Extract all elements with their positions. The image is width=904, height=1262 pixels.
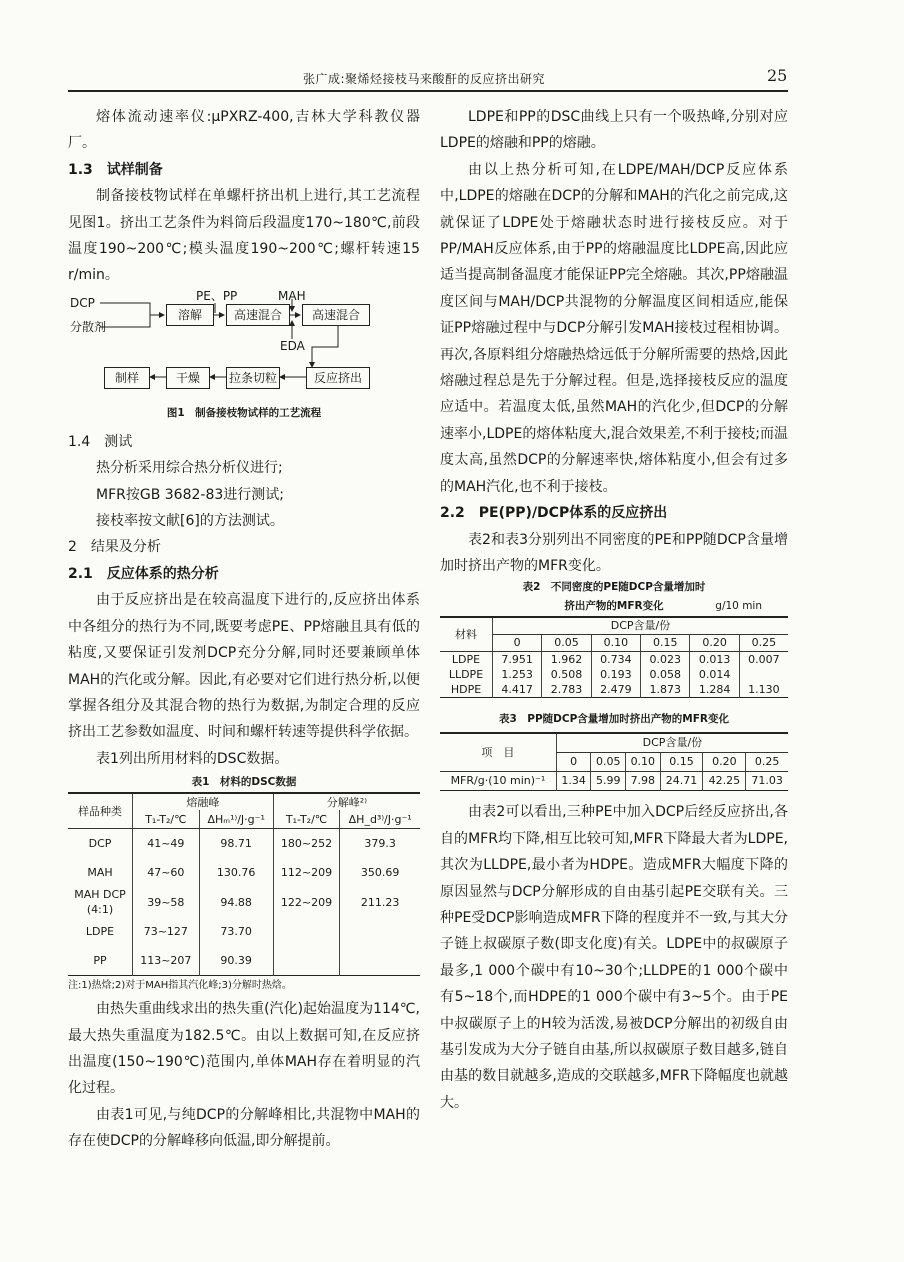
table-1-sub-t-decomp: T₁-T₂/℃: [273, 810, 340, 829]
table-cell: 7.951: [492, 652, 541, 668]
input-pe-pp: PE、PP: [196, 288, 238, 303]
table-cell: 5.99: [591, 772, 626, 791]
table-cell: 0.007: [739, 652, 788, 668]
table-cell: [739, 667, 788, 682]
table-cell: 24.71: [660, 772, 703, 791]
table-row: [440, 667, 788, 682]
table-3-col-head: 0: [556, 753, 591, 772]
table-cell: 47~60: [133, 858, 200, 887]
table-cell: 0.023: [641, 652, 690, 668]
heading-1-4: 1.4 测试: [68, 433, 133, 450]
table-cell: 1.130: [739, 682, 788, 698]
left-column: [68, 104, 420, 1155]
table-2-col-head: 0.05: [542, 635, 591, 652]
heading-2: 2 结果及分析: [68, 539, 161, 556]
table-cell: 350.69: [360, 866, 400, 880]
input-dispersant: 分散剂: [70, 319, 107, 334]
paragraph-test-thermal: 热分析采用综合热分析仪进行;: [96, 460, 283, 477]
table-1-sub-h-decomp: ΔH_d³⁾/J·g⁻¹: [340, 810, 420, 829]
table-cell: 2.783: [542, 682, 591, 698]
paragraph-mfr-discussion: 由表2可以看出,三种PE中加入DCP后经反应挤出,各自的MFR均下降,相互比较可知,MFR下降最大者为LDPE,其次为LLDPE,最小者为HDPE。造成MFR大幅度下降的原因显然与DCP分解形成的自由基引起PE交联有关。三种PE受DCP影响造成MFR下降的程度并不一致,与其大分子链上叔碳原子数(即支化度)有关。LDPE中的叔碳原子最多,1 000个碳中有10~30个;LLDPE的1 000个碳中有5~18个,而HDPE的1 000个碳中有3~5个。由于PE中叔碳原子上的H较为活泼,易被DCP分解出的初级自由基引发成为大分子链自由基,所以叔碳原子数目越多,链自由基的数目就越多,造成的交联越多,MFR下降幅度也就越大。: [440, 804, 788, 1111]
table-row: [68, 917, 420, 946]
input-mah: MAH: [278, 288, 306, 303]
table-cell: 39~58: [133, 887, 200, 917]
table-3-caption: 表3 PP随DCP含量增加时挤出产物的MFR变化: [498, 713, 730, 726]
table-2-pe-mfr: [440, 616, 788, 698]
right-column: [440, 104, 788, 1116]
table-cell: 1.962: [542, 652, 591, 668]
paragraph-test-mfr: MFR按GB 3682-83进行测试;: [96, 486, 284, 503]
table-cell: MAH: [68, 858, 133, 887]
box-reactive-extrusion: 反应挤出: [306, 367, 370, 389]
paragraph-dcp-shift: 由表1可见,与纯DCP的分解峰相比,共混物中MAH的存在使DCP的分解峰移向低温,即分解提前。: [68, 1106, 420, 1150]
table-row: [440, 682, 788, 698]
box-high-speed-mix-1: 高速混合: [226, 304, 290, 326]
table-3-col-head: 0.20: [703, 753, 746, 772]
paragraph-instrument: 熔体流动速率仪:μPXRZ-400,吉林大学科教仪器厂。: [68, 109, 420, 152]
running-header: [0, 66, 904, 90]
paragraph-thermal-analysis: 由于反应挤出是在较高温度下进行的,反应挤出体系中各组分的热行为不同,既要考虑PE、PP熔融且具有低的粘度,又要保证引发剂DCP充分分解,同时还要兼顾单体MAH的汽化或分解。因此,有必要对它们进行热分析,以便掌握各组分及其混合物的热行为数据,为制定合理的反应挤出工艺参数如温度、时间和螺杆转速等提供科学依据。: [68, 592, 420, 741]
table-cell: [273, 946, 340, 976]
table-2-caption-row: [440, 596, 788, 616]
table-1-group-decomp: 分解峰²⁾: [326, 795, 367, 809]
table-cell: 0.193: [591, 667, 640, 682]
figure-1-process-flow: [68, 289, 420, 429]
table-cell: 0.734: [591, 652, 640, 668]
table-2-caption-line-1: 表2 不同密度的PE随DCP含量增加时: [522, 581, 706, 594]
table-cell: 379.3: [364, 837, 396, 851]
table-3-col-group: DCP含量/份: [556, 733, 788, 753]
table-row: [68, 858, 420, 887]
table-cell: 122~209: [273, 887, 340, 917]
table-3-col-head: 0.15: [660, 753, 703, 772]
heading-2-1: 2.1 反应体系的热分析: [68, 565, 219, 582]
table-2-caption-line-2: 挤出产物的MFR变化: [564, 600, 664, 613]
table-cell: 1.873: [641, 682, 690, 698]
table-cell: 42.25: [703, 772, 746, 791]
table-3-row-label: MFR/g·(10 min)⁻¹: [450, 774, 546, 788]
paragraph-thermal-conclusion: 由以上热分析可知,在LDPE/MAH/DCP反应体系中,LDPE的熔融在DCP的分解和MAH的汽化之前完成,这就保证了LDPE处于熔融状态时进行接枝反应。对于PP/MAH反应体系,由于PP的熔融温度比LDPE高,因此应适当提高制备温度才能保证PP完全熔融。其次,PP熔融温度区间与MAH/DCP共混物的分解温度区间相适应,能保证PP熔融过程中与DCP分解引发MAH接枝过程相协调。再次,各原料组分熔融热焓远低于分解所需要的热焓,因此熔融过程总是先于分解过程。但是,选择接枝反应的温度应适中。若温度太低,虽然MAH的汽化少,但DCP的分解速率小,LDPE的熔体粘度大,混合效果差,不利于接枝;而温度太高,虽然DCP的分解速率快,熔体粘度小,但会有过多的MAH汽化,也不利于接枝。: [440, 161, 788, 495]
table-row: [440, 772, 788, 791]
table-cell: DCP: [68, 829, 133, 859]
page-number: 25: [767, 66, 788, 85]
header-rule: [68, 90, 788, 92]
table-cell: 73.70: [199, 917, 273, 946]
table-cell: PP: [68, 946, 133, 976]
table-2-unit: g/10 min: [715, 600, 762, 613]
table-cell: 0.058: [641, 667, 690, 682]
box-dissolve: 溶解: [166, 304, 214, 326]
table-1-sub-t-melt: T₁-T₂/℃: [133, 810, 200, 829]
table-cell: HDPE: [450, 682, 482, 696]
table-cell: [340, 946, 420, 976]
table-cell: 4.417: [492, 682, 541, 698]
table-cell: 211.23: [360, 895, 400, 909]
table-cell: 7.98: [626, 772, 661, 791]
table-3-col-head: 0.05: [591, 753, 626, 772]
input-dcp: DCP: [70, 295, 95, 310]
table-cell: 1.284: [690, 682, 739, 698]
table-1-group-melt: 熔融峰: [133, 793, 274, 810]
table-cell: 90.39: [199, 946, 273, 976]
table-cell: 0.013: [690, 652, 739, 668]
input-eda: EDA: [280, 338, 305, 353]
paragraph-test-graft: 接枝率按文献[6]的方法测试。: [96, 513, 284, 530]
box-dry: 干燥: [166, 367, 210, 389]
table-cell: LDPE: [451, 652, 481, 666]
table-3-col-item: 项 目: [440, 733, 556, 772]
table-1-col-sample: 样品种类: [68, 793, 133, 829]
table-cell: 130.76: [199, 858, 273, 887]
table-cell: 180~252: [273, 829, 340, 859]
table-cell: 1.34: [556, 772, 591, 791]
table-cell: 94.88: [199, 887, 273, 917]
running-title: 张广成:聚烯烃接枝马来酸酐的反应挤出研究: [303, 72, 546, 86]
table-2-col-material: 材料: [440, 617, 492, 652]
table-cell: 41~49: [133, 829, 200, 859]
table-3-col-head: 0.10: [626, 753, 661, 772]
table-cell: 71.03: [746, 772, 788, 791]
table-row: [68, 829, 420, 859]
figure-1-caption: 图1 制备接枝物试样的工艺流程: [166, 406, 322, 419]
table-3-col-head: 0.25: [746, 753, 788, 772]
paragraph-table1-intro: 表1列出所用材料的DSC数据。: [96, 750, 289, 767]
box-pelletize: 拉条切粒: [226, 367, 280, 389]
table-cell: 73~127: [133, 917, 200, 946]
table-2-col-group: DCP含量/份: [492, 617, 788, 635]
table-cell: 1.253: [492, 667, 541, 682]
table-1-caption: 表1 材料的DSC数据: [191, 776, 297, 789]
box-high-speed-mix-2: 高速混合: [302, 304, 370, 326]
table-2-col-head: 0.25: [739, 635, 788, 652]
table-cell: 112~209: [273, 858, 340, 887]
paragraph-sample-prep: 制备接枝物试样在单螺杆挤出机上进行,其工艺流程见图1。挤出工艺条件为料筒后段温度170~180℃,前段温度190~200℃;模头温度190~200℃;螺杆转速15 r/min。: [68, 188, 420, 284]
heading-2-2: 2.2 PE(PP)/DCP体系的反应挤出: [440, 505, 668, 522]
paragraph-ldpe-pp-dsc: LDPE和PP的DSC曲线上只有一个吸热峰,分别对应LDPE的熔融和PP的熔融。: [440, 109, 788, 152]
table-1-note: 注:1)热焓;2)对于MAH指其汽化峰;3)分解时热焓。: [68, 980, 292, 992]
table-cell: MAH DCP (4:1): [68, 887, 133, 917]
heading-1-3: 1.3 试样制备: [68, 161, 163, 178]
box-sample: 制样: [104, 367, 150, 389]
table-row: [68, 887, 420, 917]
table-row: [68, 946, 420, 976]
table-cell: LLDPE: [448, 667, 484, 681]
table-1-dsc-data: [68, 792, 420, 976]
table-cell: [340, 917, 420, 946]
table-2-col-head: 0.10: [591, 635, 640, 652]
table-1-sub-h-melt: ΔHₘ¹⁾/J·g⁻¹: [199, 810, 273, 829]
paragraph-2-2-intro: 表2和表3分别列出不同密度的PE和PP随DCP含量增加时挤出产物的MFR变化。: [440, 531, 788, 574]
paragraph-tga: 由热失重曲线求出的热失重(汽化)起始温度为114℃,最大热失重温度为182.5℃。由以上数据可知,在反应挤出温度(150~190℃)范围内,单体MAH存在着明显的汽化过程。: [68, 1001, 420, 1097]
table-3-pp-mfr: [440, 732, 788, 791]
table-2-col-head: 0: [492, 635, 541, 652]
table-cell: 113~207: [133, 946, 200, 976]
table-cell: 2.479: [591, 682, 640, 698]
table-cell: [273, 917, 340, 946]
table-row: [440, 652, 788, 668]
table-2-col-head: 0.15: [641, 635, 690, 652]
table-cell: 98.71: [199, 829, 273, 859]
table-cell: 0.014: [690, 667, 739, 682]
table-2-col-head: 0.20: [690, 635, 739, 652]
table-cell: LDPE: [68, 917, 133, 946]
table-cell: 0.508: [542, 667, 591, 682]
